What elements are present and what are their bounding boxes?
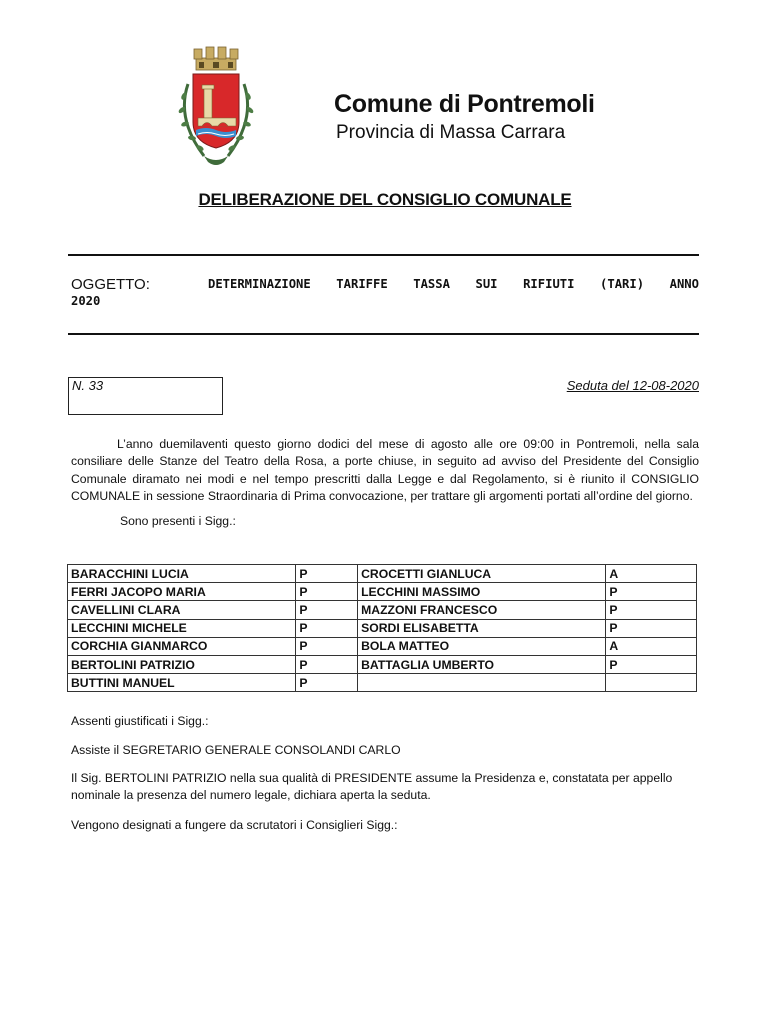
attendance-status: P bbox=[296, 583, 358, 601]
councillor-name: MAZZONI FRANCESCO bbox=[358, 601, 606, 619]
councillor-name: BARACCHINI LUCIA bbox=[68, 565, 296, 583]
subject-label: OGGETTO: bbox=[71, 276, 150, 293]
councillor-name: CROCETTI GIANLUCA bbox=[358, 565, 606, 583]
present-label: Sono presenti i Sigg.: bbox=[120, 514, 236, 528]
attendance-status: P bbox=[296, 601, 358, 619]
attendance-status: A bbox=[606, 637, 697, 655]
crown-icon bbox=[194, 47, 238, 70]
table-row bbox=[68, 565, 697, 583]
president-paragraph: Il Sig. BERTOLINI PATRIZIO nella sua qualità di PRESIDENTE assume la Presidenza e, constatata per appello nominale la presenza del numero legale, dichiara aperta la seduta. bbox=[71, 771, 673, 802]
councillor-name: BATTAGLIA UMBERTO bbox=[358, 655, 606, 673]
councillor-name: SORDI ELISABETTA bbox=[358, 619, 606, 637]
attendance-status: P bbox=[606, 601, 697, 619]
document-heading: DELIBERAZIONE DEL CONSIGLIO COMUNALE bbox=[198, 190, 572, 209]
attendance-status: P bbox=[296, 619, 358, 637]
table-row bbox=[68, 619, 697, 637]
subject-year: 2020 bbox=[71, 294, 101, 308]
intro-paragraph bbox=[71, 436, 699, 505]
session-date: Seduta del 12-08-2020 bbox=[566, 378, 699, 393]
table-row bbox=[68, 583, 697, 601]
councillor-name: BERTOLINI PATRIZIO bbox=[68, 655, 296, 673]
table-row bbox=[68, 601, 697, 619]
councillor-name: BUTTINI MANUEL bbox=[68, 674, 296, 692]
attendance-status: P bbox=[296, 637, 358, 655]
attendance-status: P bbox=[296, 565, 358, 583]
deliberation-number: N. 33 bbox=[72, 378, 104, 393]
councillor-name: LECCHINI MICHELE bbox=[68, 619, 296, 637]
attendance-status: P bbox=[606, 655, 697, 673]
scrutators-line: Vengono designati a fungere da scrutatori i Consiglieri Sigg.: bbox=[71, 818, 398, 832]
municipality-title: Comune di Pontremoli bbox=[334, 90, 595, 118]
councillor-name: LECCHINI MASSIMO bbox=[358, 583, 606, 601]
table-row bbox=[68, 674, 697, 692]
divider-top bbox=[68, 254, 699, 256]
subject-text: DETERMINAZIONE TARIFFE TASSA SUI RIFIUTI (TARI) ANNO bbox=[208, 277, 699, 291]
attendance-status bbox=[606, 674, 697, 692]
intro-text: L’anno duemilaventi questo giorno dodici del mese di agosto alle ore 09:00 in Pontremoli, nella sala consiliare delle Stanze del Teatro della Rosa, a porte chiuse, in seguito ad avviso del Presidente del Consiglio Comunale diramato nei modi e nel tempo prescritti dalla Legge e dal Regolamento, si è riunito il CONSIGLIO COMUNALE in sessione Straordinaria di Prima convocazione, per trattare gli argomenti portati all’ordine del giorno. bbox=[71, 437, 699, 503]
table-row bbox=[68, 637, 697, 655]
attendance-status: P bbox=[606, 619, 697, 637]
attendance-status: P bbox=[296, 655, 358, 673]
councillor-name: CAVELLINI CLARA bbox=[68, 601, 296, 619]
table-row bbox=[68, 655, 697, 673]
councillor-name bbox=[358, 674, 606, 692]
councillor-name: CORCHIA GIANMARCO bbox=[68, 637, 296, 655]
councillor-name: BOLA MATTEO bbox=[358, 637, 606, 655]
secretary-line: Assiste il SEGRETARIO GENERALE CONSOLANDI CARLO bbox=[71, 743, 401, 757]
councillor-name: FERRI JACOPO MARIA bbox=[68, 583, 296, 601]
coat-of-arms-logo bbox=[174, 44, 258, 174]
attendance-status: P bbox=[606, 583, 697, 601]
attendance-table bbox=[67, 564, 697, 692]
absent-line: Assenti giustificati i Sigg.: bbox=[71, 714, 209, 728]
province-subtitle: Provincia di Massa Carrara bbox=[336, 122, 566, 143]
attendance-status: P bbox=[296, 674, 358, 692]
attendance-status: A bbox=[606, 565, 697, 583]
divider-bottom bbox=[68, 333, 699, 335]
